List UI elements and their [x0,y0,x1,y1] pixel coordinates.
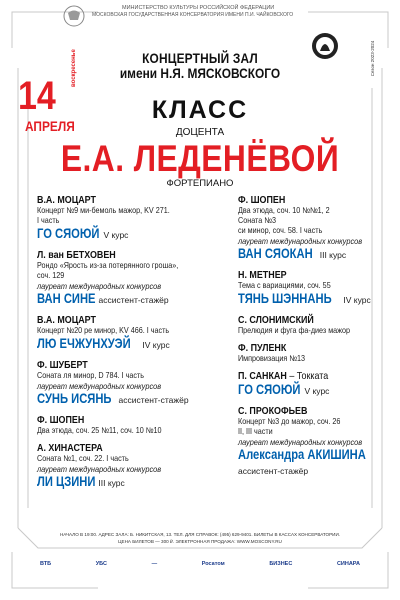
composer-name: Ф. ШОПЕН [238,194,286,206]
class-heading: КЛАСС [151,96,249,124]
performer-name: СУНЬ ИСЯНЬ [37,390,112,406]
footer-tickets: ЦЕНА БИЛЕТОВ — 300 ₽. ЭЛЕКТРОННАЯ ПРОДАЖА: WWW.MOSCONY.RU [118,539,282,544]
performer-course: ассистент-стажёр [238,466,309,476]
composer-work-suffix: – Токката [286,370,329,382]
performer-course: III курс [96,478,125,488]
sponsor-logo: БИЗНЕС [269,561,293,567]
performer-name: Александра АКИШИНА [238,446,366,462]
program-item [238,370,400,399]
program-right-column [238,194,400,485]
sponsor-logos [40,557,360,571]
performer-course: IV курс [341,295,371,305]
work-title: II, III части [238,427,273,436]
performer-course: III курс [317,250,347,260]
footer-info: НАЧАЛО В 19:00. АДРЕС ЗАЛА: Б. НИКИТСКАЯ, 13. ТЕЛ. ДЛЯ СПРАВОК: (495) 629-9401. БИЛЕТЫ В КАССАХ КОНСЕРВАТОРИИ. [59,532,341,537]
work-title: I часть [37,216,60,225]
ministry-emblem-icon [62,4,86,28]
program-left-column [37,194,202,497]
date-day: 14 [18,74,56,118]
program-item [238,194,400,263]
program-item [238,314,400,336]
instrument-label: ФОРТЕПИАНО [166,178,234,189]
program-item [37,249,202,308]
composer-name: Ф. ШОПЕН [37,414,85,426]
program-item [37,314,202,353]
docent-label: ДОЦЕНТА [175,127,225,138]
work-title: соч. 129 [37,271,65,280]
performer-course: V курс [302,386,330,396]
performer-name: ВАН СИНЕ [37,290,96,306]
teacher-name: Е.А. ЛЕДЕНЁВОЙ [60,138,340,179]
work-title: Два этюда, соч. 25 №11, соч. 10 №10 [37,426,162,435]
ministry-text: МИНИСТЕРСТВО КУЛЬТУРЫ РОССИЙСКОЙ ФЕДЕРАЦИИ [122,5,275,11]
composer-name: А. ХИНАСТЕРА [37,442,103,454]
program-item [37,414,202,436]
performer-course: ассистент-стажёр [116,395,189,405]
composer-name: В.А. МОЦАРТ [37,314,96,326]
sponsor-logo: — [151,561,158,567]
hall-title: КОНЦЕРТНЫЙ ЗАЛ [142,50,258,66]
composer-name: С. ПРОКОФЬЕВ [238,405,308,417]
conservatory-text: МОСКОВСКАЯ ГОСУДАРСТВЕННАЯ КОНСЕРВАТОРИЯ ИМЕНИ П.И. ЧАЙКОВСКОГО [92,12,294,18]
program-item [238,342,400,364]
composer-name: Ф. ШУБЕРТ [37,359,88,371]
sponsor-logo: Росатом [201,561,225,567]
hall-subtitle: имени Н.Я. МЯСКОВСКОГО [119,65,281,81]
composer-name: С. СЛОНИМСКИЙ [238,314,314,326]
composer-name: Ф. ПУЛЕНК [238,342,287,354]
performer-line [238,246,400,263]
laureate-note: лауреат международных конкурсов [37,281,162,291]
work-title: Рондо «Ярость из-за потерянного гроша», [37,261,179,270]
work-title: Соната №3 [238,216,277,225]
performer-line [238,291,400,308]
composer-name: Н. МЕТНЕР [238,269,287,281]
program-item [238,405,400,462]
sponsor-logo: УБС [95,561,107,567]
performer-name: ЛИ ЦЗИНИ [37,473,96,489]
work-title: Импровизация №13 [238,354,306,363]
work-title: Два этюда, соч. 10 №№1, 2 [238,206,330,215]
performer-name: ГО СЯОЮЙ [37,225,100,241]
work-title: Концерт №20 ре минор, KV 466. I часть [37,326,170,335]
sponsor-logo: СИНАРА [336,561,360,567]
laureate-note: лауреат международных конкурсов [238,437,363,447]
work-title: си минор, соч. 58. I часть [238,226,323,235]
program-item [37,194,202,243]
performer-course: ассистент-стажёр [96,295,169,305]
performer-line [238,447,400,462]
composer-name: П. САНКАН – Токката [238,370,329,382]
performer-name: ВАН СЯОКАН [238,245,313,261]
program-item [37,442,202,491]
program-item [37,359,202,408]
performer-line [37,474,202,491]
laureate-note: лауреат международных конкурсов [37,381,162,391]
work-title: Соната №1, соч. 22. I часть [37,454,129,463]
program-item [238,269,400,308]
performer-line [238,462,400,479]
performer-course: V курс [101,230,129,240]
date-month: АПРЕЛЯ [25,118,75,134]
performer-name: ЛЮ ЕЧЖУНХУЭЙ [37,335,131,351]
laureate-note: лауреат международных конкурсов [37,464,162,474]
performer-line [37,391,202,408]
performer-course: IV курс [140,340,170,350]
work-title: Тема с вариациями, соч. 55 [238,281,331,290]
work-title: Концерт №9 ми-бемоль мажор, KV 271. [37,206,170,215]
work-title: Концерт №3 до мажор, соч. 26 [238,417,341,426]
sponsor-logo: ВТБ [40,561,52,567]
performer-line [37,226,202,243]
composer-name: В.А. МОЦАРТ [37,194,96,206]
season-label: Сезон 2023-2024 [370,40,376,77]
work-title: Прелюдия и фуга фа-диез мажор [238,326,351,335]
composer-name: Л. ван БЕТХОВЕН [37,249,116,261]
performer-line [37,336,202,353]
performer-line [37,291,202,308]
performer-name: ТЯНЬ ШЭННАНЬ [238,290,332,306]
date-weekday: воскресенье [71,49,77,87]
performer-name: ГО СЯОЮЙ [238,381,301,397]
program-item [238,462,400,479]
work-title: Соната ля минор, D 784. I часть [37,371,145,380]
performer-line [238,382,400,399]
laureate-note: лауреат международных конкурсов [238,236,363,246]
